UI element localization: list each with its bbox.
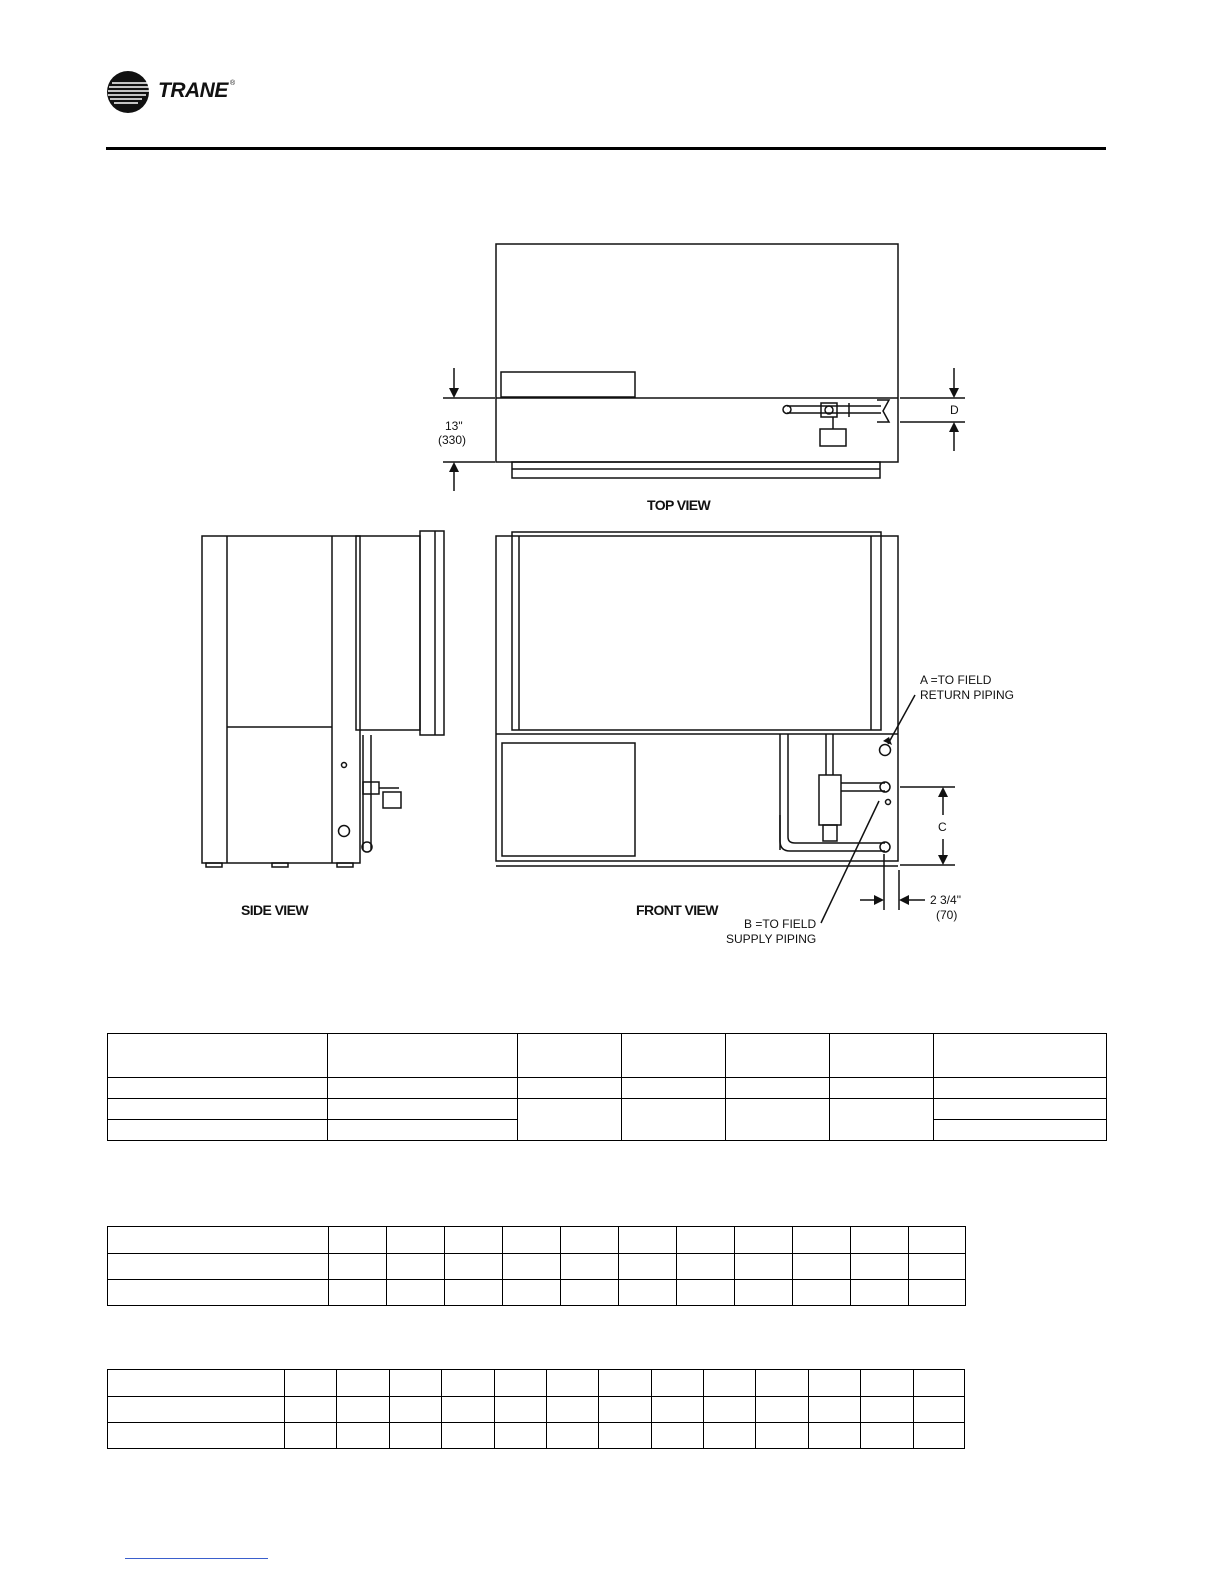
table-cell	[735, 1227, 793, 1254]
table-cell	[445, 1254, 503, 1280]
table-cell	[387, 1227, 445, 1254]
table-cell	[547, 1423, 599, 1449]
table-cell	[677, 1280, 735, 1306]
top-view-label: TOP VIEW	[647, 497, 711, 513]
table-cell	[735, 1254, 793, 1280]
table-cell	[108, 1099, 328, 1120]
table-cell	[622, 1034, 726, 1078]
dim-offset-mm: (70)	[936, 908, 958, 922]
callout-a-line1: A =TO FIELD	[920, 673, 992, 687]
table-row	[108, 1370, 965, 1397]
table-cell	[909, 1280, 966, 1306]
table-cell	[329, 1227, 387, 1254]
table-cell	[329, 1254, 387, 1280]
table-cell	[108, 1280, 329, 1306]
table-cell	[442, 1423, 495, 1449]
table-cell	[652, 1423, 704, 1449]
table-row	[108, 1034, 1107, 1078]
table-cell	[285, 1370, 337, 1397]
front-view-label: FRONT VIEW	[636, 902, 718, 918]
table-cell	[518, 1034, 622, 1078]
table-cell	[909, 1254, 966, 1280]
table-cell	[328, 1034, 518, 1078]
table-cell	[914, 1423, 965, 1449]
table-cell	[337, 1370, 390, 1397]
trane-logo	[106, 70, 246, 114]
table-cell	[934, 1078, 1107, 1099]
table-cell	[809, 1397, 861, 1423]
table-cell	[704, 1397, 756, 1423]
table-cell	[861, 1397, 914, 1423]
table-cell	[390, 1423, 442, 1449]
table-cell	[704, 1423, 756, 1449]
table-cell	[495, 1423, 547, 1449]
table-cell	[518, 1078, 622, 1099]
table-row	[108, 1099, 1107, 1120]
table-cell	[495, 1370, 547, 1397]
table-cell	[503, 1254, 561, 1280]
dim-13-in: 13"	[445, 419, 463, 433]
table-cell	[108, 1397, 285, 1423]
table-cell	[619, 1280, 677, 1306]
table-cell	[726, 1078, 830, 1099]
callout-a-line2: RETURN PIPING	[920, 688, 1015, 702]
table-cell	[518, 1099, 622, 1141]
table-cell	[851, 1227, 909, 1254]
brand-name: TRANE	[158, 79, 228, 102]
table-cell	[108, 1227, 329, 1254]
unit-dimension-drawing	[195, 225, 1025, 955]
table-cell	[329, 1280, 387, 1306]
table-cell	[909, 1227, 966, 1254]
table-cell	[652, 1370, 704, 1397]
dim-offset-in: 2 3/4"	[930, 893, 961, 907]
table-cell	[561, 1227, 619, 1254]
table-cell	[503, 1227, 561, 1254]
table-cell	[328, 1099, 518, 1120]
table-cell	[622, 1078, 726, 1099]
table-cell	[809, 1423, 861, 1449]
table-cell	[442, 1397, 495, 1423]
table-cell	[547, 1397, 599, 1423]
table-cell	[793, 1254, 851, 1280]
table-cell	[285, 1397, 337, 1423]
table-cell	[756, 1423, 809, 1449]
table-cell	[328, 1078, 518, 1099]
table-cell	[793, 1227, 851, 1254]
table-cell	[914, 1397, 965, 1423]
table-cell	[704, 1370, 756, 1397]
callout-b-line2: SUPPLY PIPING	[726, 932, 817, 946]
table-cell	[851, 1254, 909, 1280]
table-cell	[934, 1099, 1107, 1120]
table-cell	[387, 1254, 445, 1280]
table-cell	[619, 1254, 677, 1280]
dim-13-mm: (330)	[438, 433, 467, 447]
table-cell	[756, 1397, 809, 1423]
table-cell	[328, 1120, 518, 1141]
header-divider	[106, 147, 1106, 150]
table-row	[108, 1397, 965, 1423]
table-cell	[622, 1099, 726, 1141]
table-cell	[503, 1280, 561, 1306]
table-cell	[547, 1370, 599, 1397]
table-cell	[677, 1227, 735, 1254]
table-cell	[108, 1034, 328, 1078]
table-cell	[914, 1370, 965, 1397]
registered-mark: ®	[230, 80, 236, 87]
table-cell	[677, 1254, 735, 1280]
table-cell	[599, 1370, 652, 1397]
table-cell	[442, 1370, 495, 1397]
table-cell	[285, 1423, 337, 1449]
table-cell	[756, 1370, 809, 1397]
table-cell	[108, 1254, 329, 1280]
table-cell	[830, 1078, 934, 1099]
dim-c: C	[938, 820, 947, 834]
table-cell	[851, 1280, 909, 1306]
table-cell	[830, 1099, 934, 1141]
dimension-table-2	[107, 1226, 966, 1306]
table-row	[108, 1254, 966, 1280]
table-cell	[108, 1370, 285, 1397]
dim-d: D	[950, 403, 959, 417]
table-cell	[726, 1034, 830, 1078]
table-cell	[561, 1254, 619, 1280]
table-cell	[390, 1397, 442, 1423]
table-cell	[337, 1423, 390, 1449]
dimension-table-1	[107, 1033, 1107, 1141]
table-cell	[652, 1397, 704, 1423]
table-cell	[108, 1423, 285, 1449]
table-row	[108, 1280, 966, 1306]
table-cell	[390, 1370, 442, 1397]
table-cell	[445, 1280, 503, 1306]
table-row	[108, 1423, 965, 1449]
table-cell	[387, 1280, 445, 1306]
table-cell	[934, 1120, 1107, 1141]
table-cell	[726, 1099, 830, 1141]
table-cell	[561, 1280, 619, 1306]
callout-b-line1: B =TO FIELD	[744, 917, 817, 931]
table-cell	[495, 1397, 547, 1423]
trane-globe-icon	[106, 70, 152, 114]
table-cell	[735, 1280, 793, 1306]
table-cell	[861, 1423, 914, 1449]
side-view-label: SIDE VIEW	[241, 902, 308, 918]
table-cell	[337, 1397, 390, 1423]
footer-link-underline[interactable]	[125, 1558, 268, 1559]
table-cell	[619, 1227, 677, 1254]
table-cell	[934, 1034, 1107, 1078]
table-cell	[108, 1120, 328, 1141]
table-cell	[599, 1423, 652, 1449]
table-cell	[445, 1227, 503, 1254]
table-row	[108, 1227, 966, 1254]
table-row	[108, 1078, 1107, 1099]
table-cell	[809, 1370, 861, 1397]
table-cell	[108, 1078, 328, 1099]
table-cell	[830, 1034, 934, 1078]
dimension-table-3	[107, 1369, 965, 1449]
table-cell	[793, 1280, 851, 1306]
table-cell	[599, 1397, 652, 1423]
table-cell	[861, 1370, 914, 1397]
